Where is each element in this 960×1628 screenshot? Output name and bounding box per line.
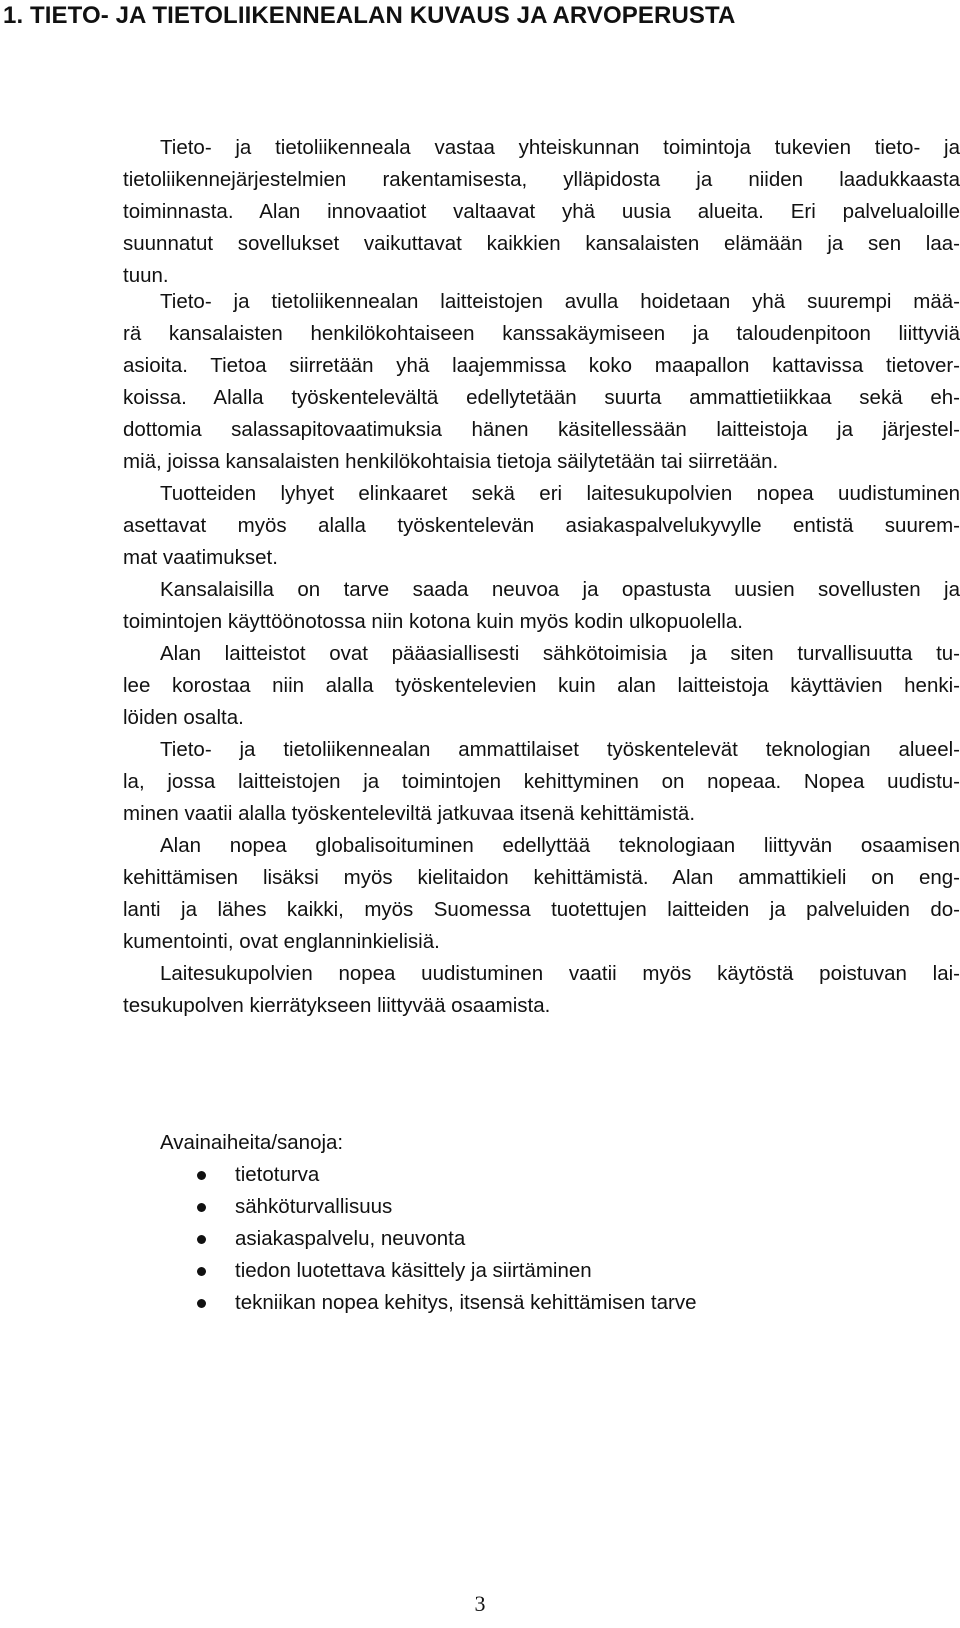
body-line: toimintojen käyttöönotossa niin kotona kuin myös kodin ulkopuolella.	[123, 610, 743, 633]
page-number: 3	[474, 1591, 486, 1616]
body-line: Kansalaisilla on tarve saada neuvoa ja opastusta uusien sovellusten ja	[160, 578, 960, 601]
bullet-icon	[197, 1203, 206, 1212]
keyword-list-item	[0, 1163, 960, 1187]
body-line: tesukupolven kierrätykseen liittyvää osaamista.	[123, 994, 551, 1017]
body-line: Tieto- ja tietoliikennealan ammattilaiset työskentelevät teknologian alueel-	[160, 738, 960, 761]
keyword-label: asiakaspalvelu, neuvonta	[235, 1227, 466, 1250]
body-line: minen vaatii alalla työskenteleviltä jatkuvaa itsenä kehittämistä.	[123, 802, 696, 825]
body-line: lanti ja lähes kaikki, myös Suomessa tuotettujen laitteiden ja palveluiden do-	[123, 898, 960, 921]
body-line: Tieto- ja tietoliikennealan laitteistojen avulla hoidetaan yhä suurempi mää-	[160, 290, 960, 313]
body-line: löiden osalta.	[123, 706, 244, 729]
keyword-label: tekniikan nopea kehitys, itsensä kehittämisen tarve	[235, 1291, 697, 1314]
body-line: tietoliikennejärjestelmien rakentamisesta, ylläpidosta ja niiden laadukkaasta	[123, 168, 960, 191]
section-heading: 1. TIETO- JA TIETOLIIKENNEALAN KUVAUS JA ARVOPERUSTA	[3, 2, 736, 29]
body-line: koissa. Alalla työskentelevältä edellytetään suurta ammattietiikkaa sekä eh-	[123, 386, 960, 409]
keywords-title: Avainaiheita/sanoja:	[160, 1131, 344, 1154]
body-line: Tuotteiden lyhyet elinkaaret sekä eri laitesukupolvien nopea uudistuminen	[160, 482, 960, 505]
body-line: suunnatut sovellukset vaikuttavat kaikkien kansalaisten elämään ja sen laa-	[123, 232, 960, 255]
keyword-label: tietoturva	[235, 1163, 320, 1186]
bullet-icon	[197, 1299, 206, 1308]
body-line: Alan nopea globalisoituminen edellyttää teknologiaan liittyvän osaamisen	[160, 834, 960, 857]
body-line: kumentointi, ovat englanninkielisiä.	[123, 930, 440, 953]
keyword-list-item	[0, 1227, 960, 1251]
body-line: Laitesukupolvien nopea uudistuminen vaatii myös käytöstä poistuvan lai-	[160, 962, 960, 985]
body-line: toiminnasta. Alan innovaatiot valtaavat yhä uusia alueita. Eri palvelualoille	[123, 200, 960, 223]
body-line: tuun.	[123, 264, 169, 287]
keyword-label: tiedon luotettava käsittely ja siirtäminen	[235, 1259, 592, 1282]
keyword-list-item	[0, 1259, 960, 1283]
body-line: la, jossa laitteistojen ja toimintojen kehittyminen on nopeaa. Nopea uudistu-	[123, 770, 960, 793]
keyword-list-item	[0, 1195, 960, 1219]
body-line: dottomia salassapitovaatimuksia hänen käsitellessään laitteistoja ja järjestel-	[123, 418, 960, 441]
bullet-icon	[197, 1171, 206, 1180]
body-line: Alan laitteistot ovat pääasiallisesti sähkötoimisia ja siten turvallisuutta tu-	[160, 642, 960, 665]
body-line: kehittämisen lisäksi myös kielitaidon kehittämistä. Alan ammattikieli on eng-	[123, 866, 960, 889]
bullet-icon	[197, 1267, 206, 1276]
body-line: asioita. Tietoa siirretään yhä laajemmissa koko maapallon kattavissa tietover-	[123, 354, 960, 377]
body-line: asettavat myös alalla työskentelevän asiakaspalvelukyvylle entistä suurem-	[123, 514, 960, 537]
body-line: rä kansalaisten henkilökohtaiseen kanssakäymiseen ja taloudenpitoon liittyviä	[123, 322, 960, 345]
body-line: miä, joissa kansalaisten henkilökohtaisia tietoja säilytetään tai siirretään.	[123, 450, 779, 473]
body-line: mat vaatimukset.	[123, 546, 278, 569]
keyword-list-item	[0, 1291, 960, 1315]
body-line: Tieto- ja tietoliikenneala vastaa yhteiskunnan toimintoja tukevien tieto- ja	[160, 136, 960, 159]
bullet-icon	[197, 1235, 206, 1244]
keyword-label: sähköturvallisuus	[235, 1195, 393, 1218]
body-line: lee korostaa niin alalla työskentelevien kuin alan laitteistoja käyttävien henki-	[123, 674, 960, 697]
